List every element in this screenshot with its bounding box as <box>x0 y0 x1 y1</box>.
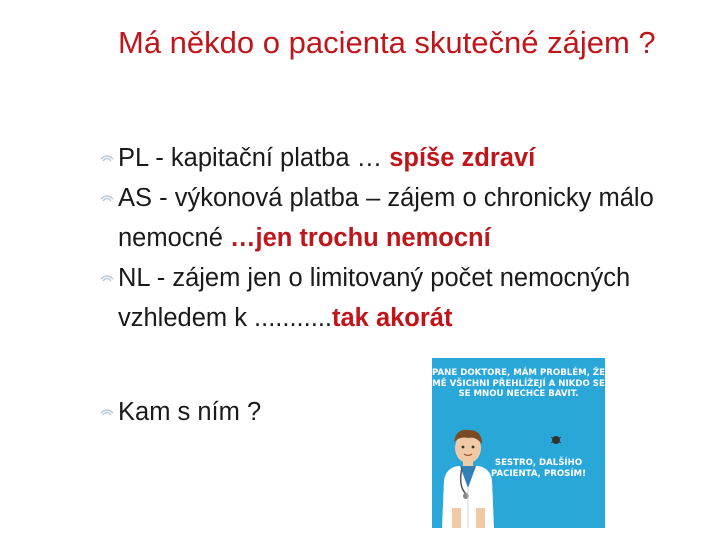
bullet-key: PL <box>118 144 149 172</box>
bullet-icon <box>100 273 114 285</box>
bullet-as <box>100 178 710 258</box>
cartoon-caption-bottom: SESTRO, DALŠÍHO PACIENTA, PROSÍM! <box>490 458 587 479</box>
bullet-key: AS <box>118 184 153 212</box>
cartoon-caption-top: PANE DOKTORE, MÁM PROBLÉM, ŽE MĚ VŠICHNI PŘEHLÍŽEJÍ A NIKDO SE SE MNOU NECHCE BAVIT. <box>432 368 605 399</box>
bullet-highlight: tak akorát <box>332 304 453 332</box>
doctor-cartoon <box>432 358 605 528</box>
bullet-key: Kam s ním ? <box>118 398 262 426</box>
slide-title: Má někdo o pacienta skutečné zájem ? <box>118 25 656 60</box>
bullet-key: NL <box>118 264 150 292</box>
tiny-patient-icon <box>551 436 561 444</box>
bullet-list <box>100 138 710 432</box>
bullet-pl <box>100 138 710 178</box>
bullet-highlight: …jen trochu nemocní <box>230 224 491 252</box>
bullet-text: - kapitační platba … <box>148 144 390 172</box>
bullet-nl <box>100 258 710 338</box>
bullet-icon <box>100 407 114 419</box>
bullet-text: - výkonová platba – zájem o chronicky málo nemocné <box>118 184 654 252</box>
bullet-highlight: spíše zdraví <box>389 144 536 172</box>
bullet-icon <box>100 153 114 165</box>
bullet-text: - zájem jen o limitovaný počet nemocných vzhledem k ........... <box>118 264 631 332</box>
bullet-kam <box>100 392 710 432</box>
bullet-icon <box>100 193 114 205</box>
